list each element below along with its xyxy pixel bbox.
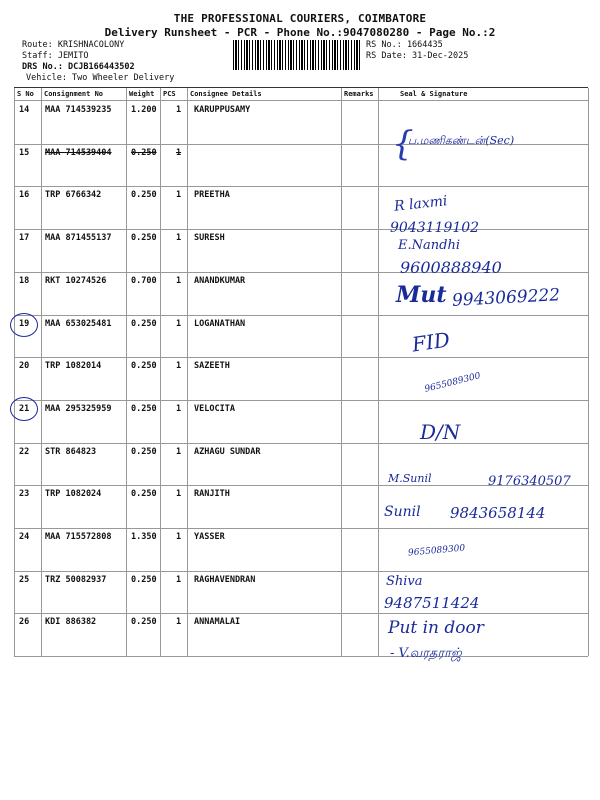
handwritten-phone: 9487511424 <box>384 594 480 612</box>
rs-date: RS Date: 31-Dec-2025 <box>366 51 469 61</box>
row-consignment: STR 864823 <box>45 446 97 457</box>
handwritten-remark: D/N <box>420 420 461 444</box>
row-consignee: VELOCITA <box>194 403 235 414</box>
row-pcs: 1 <box>176 233 182 244</box>
header-consignee: Consignee Details <box>190 90 262 98</box>
vehicle-label: Vehicle: Two Wheeler Delivery <box>26 73 175 83</box>
route-label: Route: KRISHNACOLONY <box>22 40 125 50</box>
row-divider <box>14 613 588 614</box>
handwritten-signature: Shiva <box>386 574 423 589</box>
handwritten-signature: 9655089300 <box>407 543 466 559</box>
row-divider <box>14 186 588 187</box>
handwritten-phone: 9176340507 <box>488 474 571 489</box>
handwritten-phone: 9843658144 <box>450 504 546 522</box>
handwritten-signature: R laxmi <box>393 193 449 215</box>
drs-label: DRS No.: DCJB166443502 <box>22 62 135 72</box>
row-consignment: MAA 295325959 <box>45 403 112 414</box>
row-consignment: MAA 714539404 <box>45 147 112 158</box>
row-consignee: ANNAMALAI <box>194 617 241 628</box>
handwritten-signature: E.Nandhi <box>398 238 460 253</box>
row-weight: 0.250 <box>131 147 157 158</box>
header-pcs: PCS <box>163 90 176 98</box>
row-pcs: 1 <box>176 361 182 372</box>
header-weight: Weight <box>129 90 155 98</box>
handwritten-remark: FID <box>410 327 452 357</box>
header-remarks: Remarks <box>344 90 374 98</box>
row-weight: 0.250 <box>131 318 157 329</box>
row-consignee: AZHAGU SUNDAR <box>194 446 261 457</box>
row-divider <box>14 315 588 316</box>
row-sno: 23 <box>19 489 30 500</box>
table-top-border <box>14 87 588 88</box>
handwritten-circle <box>10 313 38 337</box>
handwritten-signature: - V.வரதராஜ் <box>390 646 462 661</box>
row-sno: 22 <box>19 446 30 457</box>
row-divider <box>14 656 588 657</box>
row-divider <box>14 229 588 230</box>
row-divider <box>14 528 588 529</box>
row-divider <box>14 272 588 273</box>
col-divider <box>588 88 589 656</box>
row-weight: 0.700 <box>131 275 157 286</box>
row-weight: 1.350 <box>131 532 157 542</box>
row-weight: 0.250 <box>131 574 157 585</box>
row-weight: 0.250 <box>131 233 157 244</box>
row-consignment: MAA 871455137 <box>45 233 112 244</box>
row-sno: 26 <box>19 617 30 628</box>
row-divider <box>14 571 588 572</box>
handwritten-phone: 9043119102 <box>390 220 480 236</box>
row-consignee: PREETHA <box>194 190 230 201</box>
row-consignee: SURESH <box>194 233 225 244</box>
row-consignment: MAA 715572808 <box>45 532 112 542</box>
row-sno: 15 <box>19 147 30 158</box>
barcode <box>233 40 361 70</box>
row-sno: 14 <box>19 105 30 115</box>
row-consignment: RKT 10274526 <box>45 275 107 286</box>
row-pcs: 1 <box>176 617 182 628</box>
header-sno: S No <box>17 90 34 98</box>
handwritten-signature: Sunil <box>384 504 421 520</box>
row-consignee: LOGANATHAN <box>194 318 246 329</box>
row-consignment: MAA 714539235 <box>45 105 112 115</box>
row-weight: 1.200 <box>131 105 157 115</box>
row-sno: 18 <box>19 275 30 286</box>
row-consignee: ANANDKUMAR <box>194 275 246 286</box>
row-weight: 0.250 <box>131 489 157 500</box>
row-divider <box>14 443 588 444</box>
row-pcs: 1 <box>176 105 182 115</box>
row-consignment: TRP 1082014 <box>45 361 102 372</box>
row-sno: 21 <box>19 403 30 414</box>
row-sno: 19 <box>19 318 30 329</box>
row-sno: 24 <box>19 532 30 542</box>
row-pcs: 1 <box>176 147 182 158</box>
row-weight: 0.250 <box>131 617 157 628</box>
row-pcs: 1 <box>176 275 182 286</box>
handwritten-circle <box>10 397 38 421</box>
row-weight: 0.250 <box>131 446 157 457</box>
row-sno: 25 <box>19 574 30 585</box>
handwritten-signature: Mut <box>396 282 447 308</box>
row-divider <box>14 357 588 358</box>
handwritten-signature: 9655089300 <box>423 371 482 395</box>
header-signature: Seal & Signature <box>400 90 468 98</box>
row-consignee: YASSER <box>194 532 225 542</box>
row-consignment: TRP 1082024 <box>45 489 102 500</box>
staff-label: Staff: JEMITO <box>22 51 89 61</box>
row-consignee: KARUPPUSAMY <box>194 105 251 115</box>
runsheet-subtitle: Delivery Runsheet - PCR - Phone No.:9047080280 - Page No.:2 <box>104 26 496 39</box>
row-sno: 17 <box>19 233 30 244</box>
row-divider <box>14 400 588 401</box>
handwritten-phone: 9600888940 <box>400 258 502 277</box>
row-consignee: RAGHAVENDRAN <box>194 574 256 585</box>
row-pcs: 1 <box>176 489 182 500</box>
company-title: THE PROFESSIONAL COURIERS, COIMBATORE <box>173 12 427 25</box>
row-weight: 0.250 <box>131 361 157 372</box>
row-pcs: 1 <box>176 574 182 585</box>
row-sno: 20 <box>19 361 30 372</box>
row-pcs: 1 <box>176 446 182 457</box>
handwritten-phone: 9943069222 <box>451 285 561 311</box>
row-weight: 0.250 <box>131 403 157 414</box>
row-pcs: 1 <box>176 190 182 201</box>
handwritten-remark: Put in door <box>388 618 484 638</box>
row-pcs: 1 <box>176 532 182 542</box>
row-pcs: 1 <box>176 318 182 329</box>
row-consignee: RANJITH <box>194 489 230 500</box>
row-consignment: TRP 6766342 <box>45 190 102 201</box>
row-pcs: 1 <box>176 403 182 414</box>
handwritten-signature: M.Sunil <box>388 472 432 485</box>
handwritten-bracket: { <box>392 124 414 164</box>
rs-number: RS No.: 1664435 <box>366 40 443 50</box>
table-header-border <box>14 100 588 101</box>
row-consignee: SAZEETH <box>194 361 230 372</box>
header-consignment: Consignment No <box>44 90 104 98</box>
handwritten-signature: ப.மணிகண்டன்(Sec) <box>408 134 515 147</box>
row-consignment: MAA 653025481 <box>45 318 112 329</box>
row-consignment: KDI 886382 <box>45 617 97 628</box>
row-weight: 0.250 <box>131 190 157 201</box>
row-sno: 16 <box>19 190 30 201</box>
row-consignment: TRZ 50082937 <box>45 574 107 585</box>
